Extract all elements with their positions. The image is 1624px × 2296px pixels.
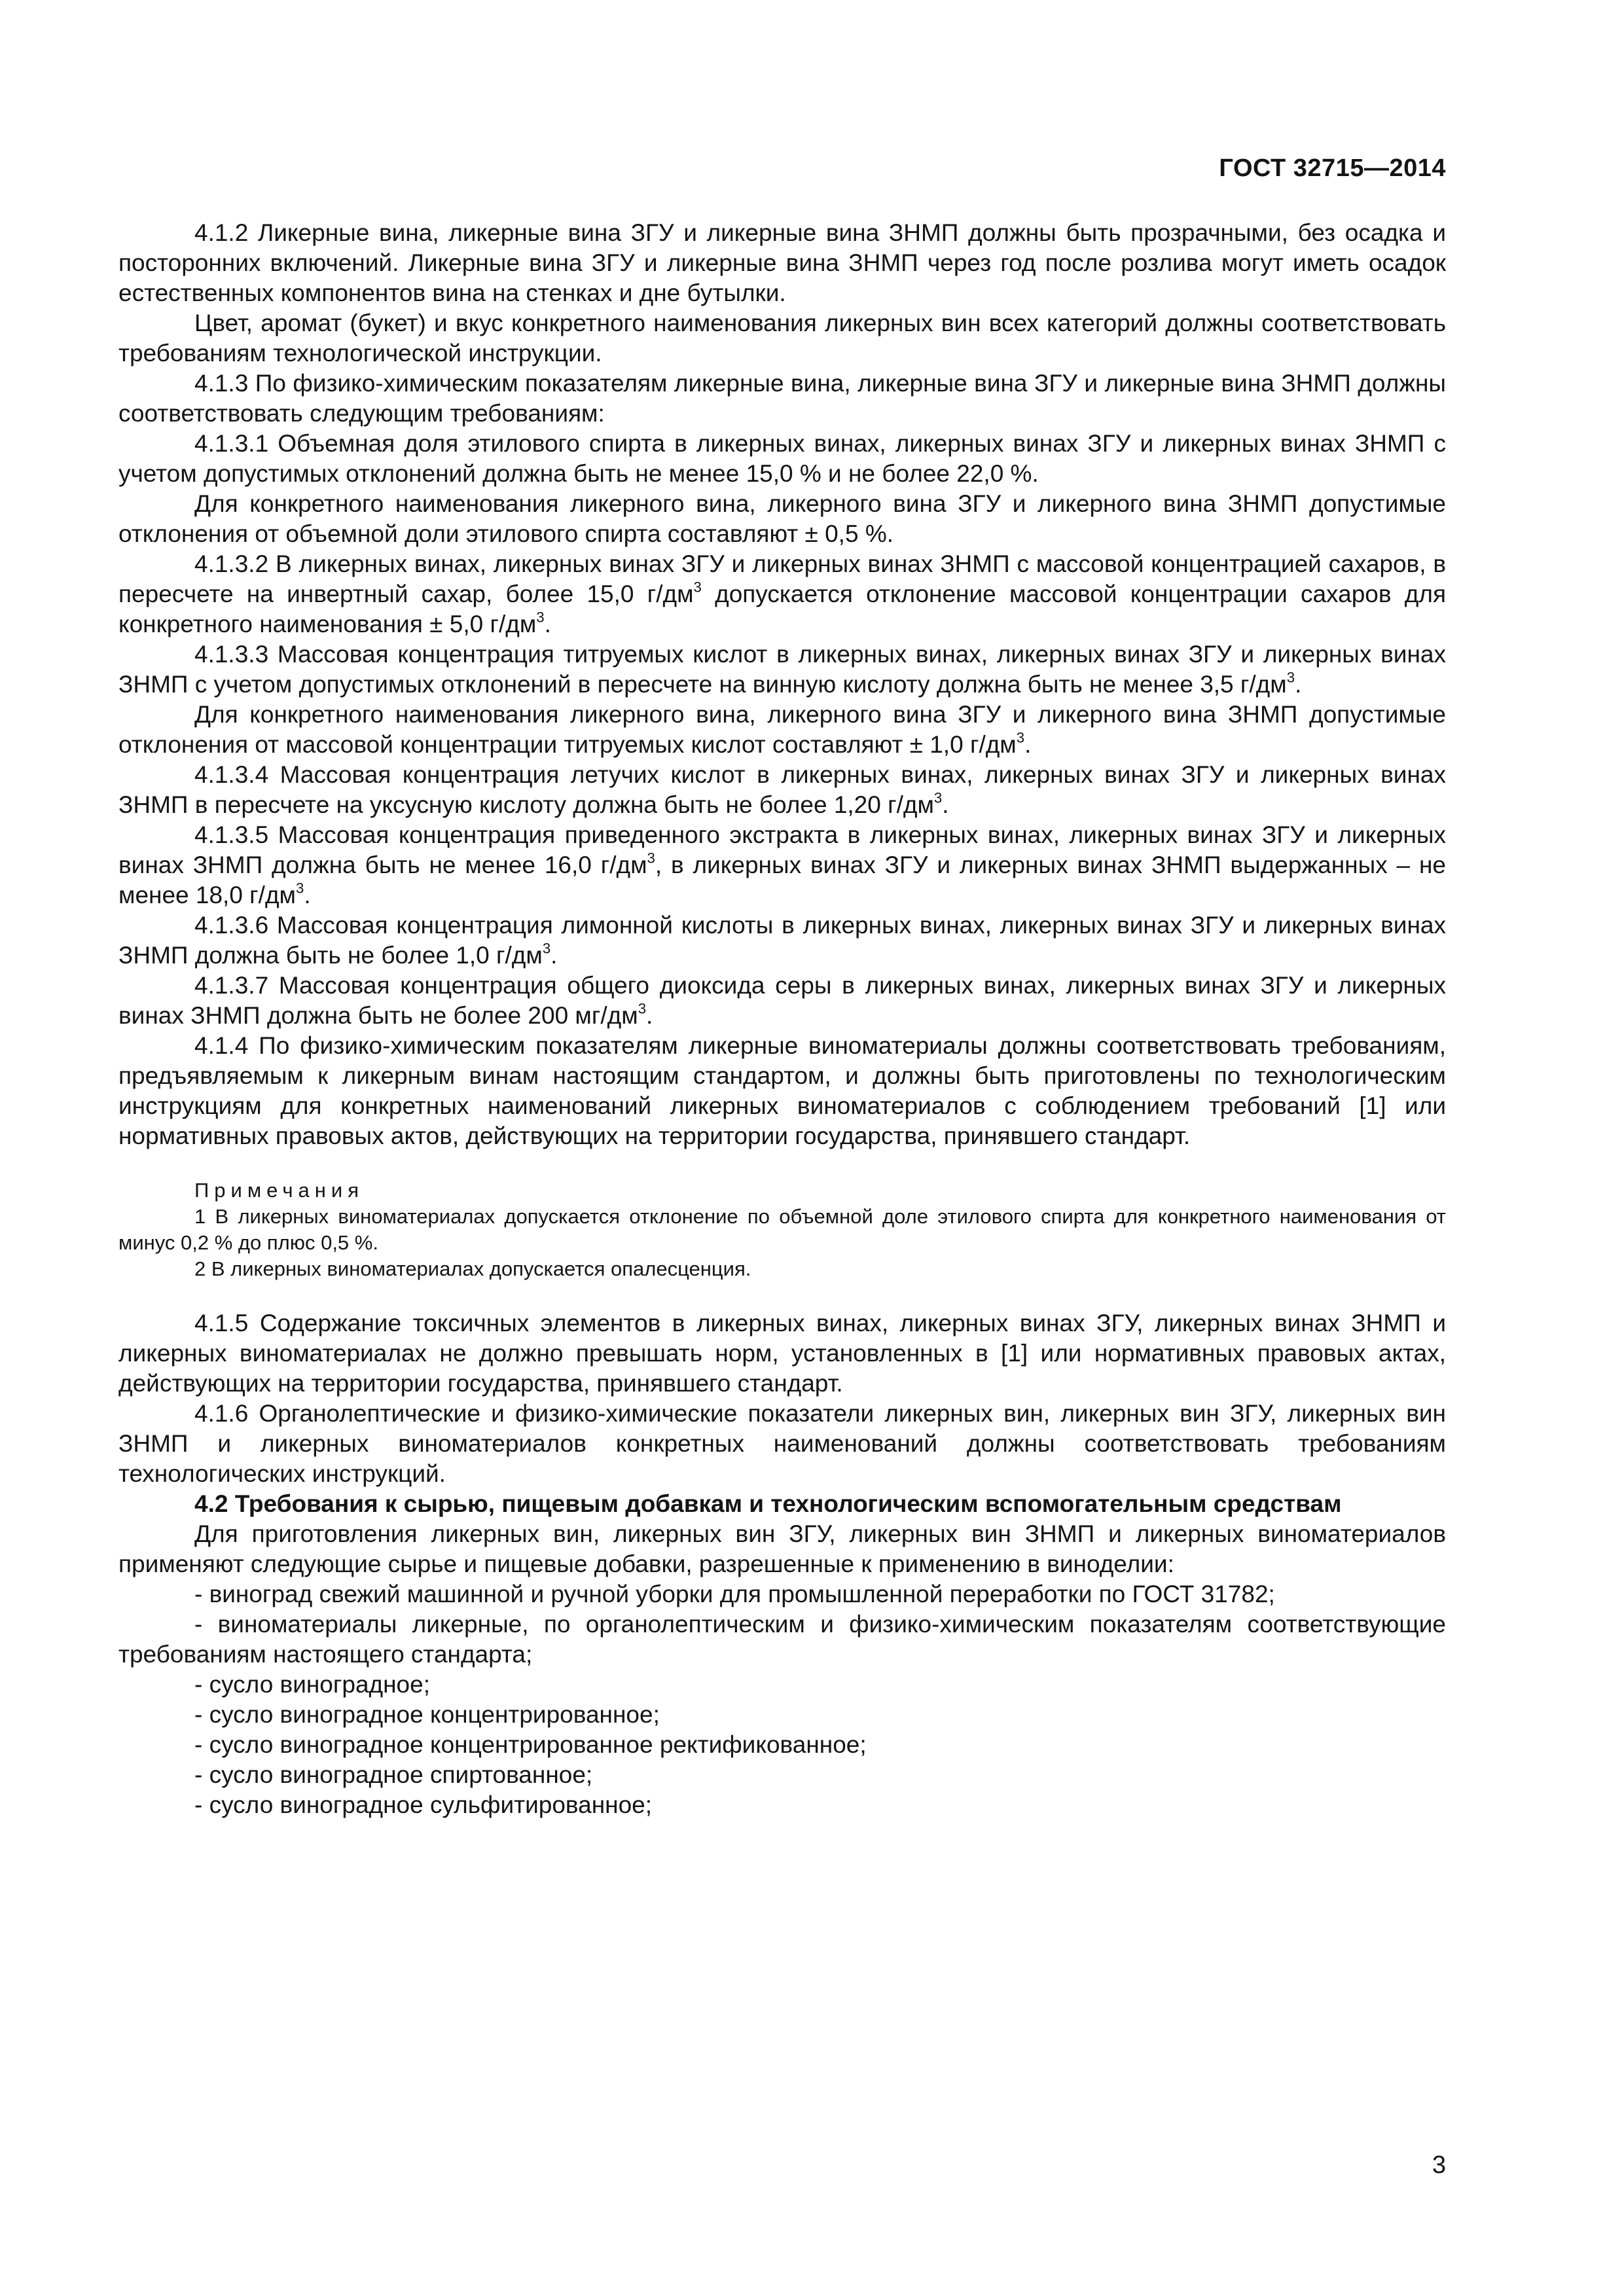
superscript-3: 3 xyxy=(693,579,702,596)
paragraph-4-1-3: 4.1.3 По физико-химическим показателям ликерные вина, ликерные вина ЗГУ и ликерные вина ЗНМП должны соответствовать следующим требованиям: xyxy=(118,370,1446,427)
text-segment: 4.1.3.7 Массовая концентрация общего диоксида серы в ликерных винах, ликерных винах ЗГУ и ликерных винах ЗНМП должна быть не более 200 мг/дм xyxy=(118,972,1446,1029)
text-segment: . xyxy=(544,611,551,637)
text-segment: . xyxy=(550,942,558,969)
section-heading-4-2: 4.2 Требования к сырью, пищевым добавкам и технологическим вспомогательным средствам xyxy=(194,1490,1342,1517)
list-item: - сусло виноградное концентрированное ректификованное; xyxy=(194,1731,867,1758)
paragraph-acid-deviation xyxy=(118,700,1446,760)
superscript-3: 3 xyxy=(647,850,655,867)
paragraph-4-1-4: 4.1.4 По физико-химическим показателям ликерные виноматериалы должны соответствовать требованиям, предъявляемым к ликерным винам настоящим стандартом, и должны быть приготовлены по технологическим инструкциям для конкретных наименований ликерных виноматериалов с соблюдением требований [1] или нормативных правовых актов, действующих на территории государства, принявшего стандарт. xyxy=(118,1032,1446,1149)
superscript-3: 3 xyxy=(1286,669,1295,686)
list-item: - виноматериалы ликерные, по органолептическим и физико-химическим показателям соответствующие требованиям настоящего стандарта; xyxy=(118,1611,1446,1668)
notes-block xyxy=(118,1177,1446,1282)
superscript-3: 3 xyxy=(638,1000,647,1017)
paragraph-4-1-6: 4.1.6 Органолептические и физико-химические показатели ликерных вин, ликерных вин ЗГУ, ликерных вин ЗНМП и ликерных виноматериалов конкретных наименований должны соответствовать требованиям технологических инструкций. xyxy=(118,1400,1446,1487)
text-segment: 4.1.3.6 Массовая концентрация лимонной кислоты в ликерных винах, ликерных винах ЗГУ и ликерных винах ЗНМП должна быть не более 1,0 г/дм xyxy=(118,912,1446,969)
paragraph-alcohol-deviation: Для конкретного наименования ликерного вина, ликерного вина ЗГУ и ликерного вина ЗНМП допустимые отклонения от объемной доли этилового спирта составляют ± 0,5 %. xyxy=(118,490,1446,547)
text-segment: . xyxy=(942,791,949,818)
list-item: - сусло виноградное; xyxy=(194,1671,430,1698)
text-segment: . xyxy=(1024,731,1032,758)
list-item: - сусло виноградное спиртованное; xyxy=(194,1761,593,1788)
text-segment: 4.1.3.2 В ликерных винах, ликерных винах ЗГУ и ликерных винах ЗНМП с массовой концентрацией сахаров, в пересчете на инвертный сахар, более 15,0 г/дм xyxy=(118,550,1446,607)
paragraph-4-1-3-1: 4.1.3.1 Объемная доля этилового спирта в ликерных винах, ликерных винах ЗГУ и ликерных винах ЗНМП с учетом допустимых отклонений должна быть не менее 15,0 % и не более 22,0 %. xyxy=(118,430,1446,487)
text-segment: , в ликерных винах ЗГУ и ликерных винах ЗНМП выдержанных – не менее 18,0 г/дм xyxy=(118,852,1446,908)
text-segment: допускается отклонение массовой концентрации сахаров для конкретного наименования ± 5,0 г/дм xyxy=(118,581,1446,637)
document-page xyxy=(118,141,1446,2202)
superscript-3: 3 xyxy=(542,940,551,957)
superscript-3: 3 xyxy=(933,789,943,806)
document-body xyxy=(118,218,1446,1820)
text-segment: . xyxy=(1295,671,1302,698)
superscript-3: 3 xyxy=(536,609,545,626)
list-item: - виноград свежий машинной и ручной уборки для промышленной переработки по ГОСТ 31782; xyxy=(194,1581,1275,1607)
paragraph-4-1-3-2 xyxy=(118,549,1446,639)
notes-title: Примечания xyxy=(194,1179,364,1202)
note-item: 2 В ликерных виноматериалах допускается опалесценция. xyxy=(194,1257,751,1280)
text-segment: 4.1.3.5 Массовая концентрация приведенного экстракта в ликерных винах, ликерных винах ЗГУ и ликерных винах ЗНМП должна быть не менее 16,0 г/дм xyxy=(118,821,1446,878)
text-segment: Для конкретного наименования ликерного вина, ликерного вина ЗГУ и ликерного вина ЗНМП допустимые отклонения от массовой концентрации титруемых кислот составляют ± 1,0 г/дм xyxy=(118,701,1446,758)
paragraph-4-1-3-3 xyxy=(118,639,1446,700)
paragraph-4-1-3-7 xyxy=(118,971,1446,1031)
paragraph-4-1-3-6 xyxy=(118,910,1446,971)
paragraph-4-1-2: 4.1.2 Ликерные вина, ликерные вина ЗГУ и ликерные вина ЗНМП должны быть прозрачными, без осадка и посторонних включений. Ликерные вина ЗГУ и ликерные вина ЗНМП через год после розлива могут иметь осадок естественных компонентов вина на стенках и дне бутылки. xyxy=(118,219,1446,306)
list-item: - сусло виноградное концентрированное; xyxy=(194,1701,660,1728)
document-header: ГОСТ 32715—2014 xyxy=(1219,154,1446,182)
text-segment: . xyxy=(304,882,311,908)
superscript-3: 3 xyxy=(295,880,304,897)
text-segment: 4.1.3.4 Массовая концентрация летучих кислот в ликерных винах, ликерных винах ЗГУ и ликерных винах ЗНМП в пересчете на уксусную кислоту должна быть не более 1,20 г/дм xyxy=(118,761,1446,818)
paragraph-4-1-3-5 xyxy=(118,820,1446,910)
text-segment: . xyxy=(646,1002,653,1029)
paragraph-4-1-3-4 xyxy=(118,760,1446,820)
paragraph-4-1-5: 4.1.5 Содержание токсичных элементов в ликерных винах, ликерных винах ЗГУ, ликерных винах ЗНМП и ликерных виноматериалах не должно превышать норм, установленных в [1] или нормативных правовых актах, действующих на территории государства, принявшего стандарт. xyxy=(118,1310,1446,1397)
section-intro: Для приготовления ликерных вин, ликерных вин ЗГУ, ликерных вин ЗНМП и ликерных виноматериалов применяют следующие сырье и пищевые добавки, разрешенные к применению в виноделии: xyxy=(118,1520,1446,1577)
page-number: 3 xyxy=(1432,2151,1446,2179)
list-item: - сусло виноградное сульфитированное; xyxy=(194,1791,653,1818)
text-segment: 4.1.3.3 Массовая концентрация титруемых кислот в ликерных винах, ликерных винах ЗГУ и ликерных винах ЗНМП с учетом допустимых отклонений в пересчете на винную кислоту должна быть не менее 3,5 г/дм xyxy=(118,641,1446,698)
paragraph-color-aroma: Цвет, аромат (букет) и вкус конкретного наименования ликерных вин всех категорий должны соответствовать требованиям технологической инструкции. xyxy=(118,310,1446,367)
superscript-3: 3 xyxy=(1016,729,1025,746)
note-item: 1 В ликерных виноматериалах допускается отклонение по объемной доле этилового спирта для конкретного наименования от минус 0,2 % до плюс 0,5 %. xyxy=(118,1205,1446,1254)
